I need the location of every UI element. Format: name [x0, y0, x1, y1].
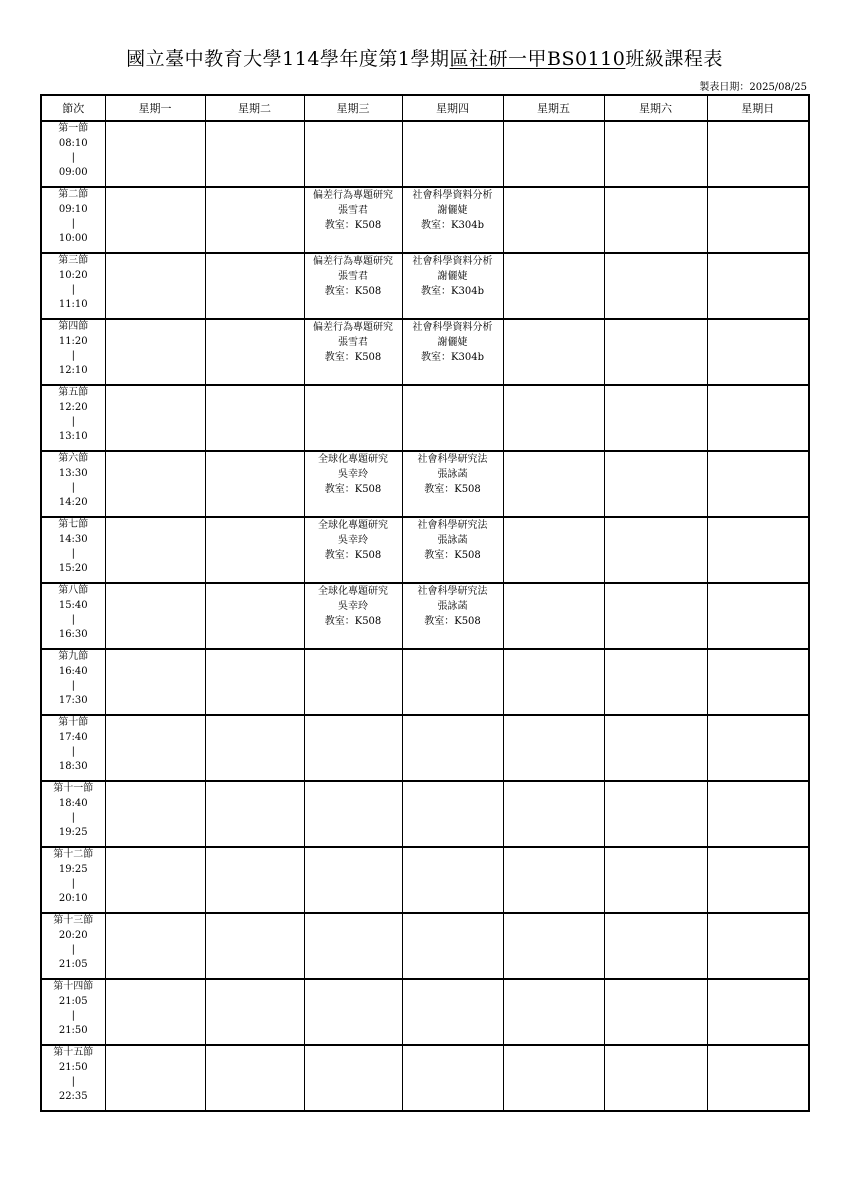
period-row — [41, 979, 809, 1045]
period-cell — [41, 385, 105, 451]
schedule-cell-sun — [707, 715, 809, 781]
schedule-cell-mon — [105, 781, 205, 847]
teacher-name: 張詠菡 — [437, 601, 468, 612]
period-row — [41, 781, 809, 847]
teacher-name: 張雪君 — [338, 337, 368, 348]
schedule-cell-mon — [105, 913, 205, 979]
period-separator: | — [71, 944, 75, 955]
period-start: 19:25 — [58, 863, 88, 875]
period-separator: | — [71, 350, 75, 361]
schedule-cell-fri — [503, 715, 604, 781]
period-cell — [41, 913, 105, 979]
classroom: 教室：K508 — [324, 616, 382, 627]
period-end: 18:30 — [58, 760, 88, 772]
course-name: 全球化專題研究 — [318, 520, 388, 531]
period-separator: | — [71, 1010, 75, 1021]
teacher-name: 張雪君 — [338, 205, 368, 216]
schedule-cell-wed — [304, 847, 402, 913]
period-separator: | — [71, 218, 75, 229]
period-name: 第十五節 — [53, 1047, 94, 1058]
schedule-cell-sat — [604, 385, 707, 451]
schedule-cell-tue — [205, 121, 304, 187]
period-end: 19:25 — [58, 826, 88, 838]
schedule-cell-fri — [503, 583, 604, 649]
period-start: 11:20 — [58, 335, 88, 347]
header-monday: 星期一 — [105, 95, 205, 121]
schedule-cell-sat — [604, 1045, 707, 1111]
class-name: 區社研一甲BS0110 — [449, 48, 626, 70]
course-name: 社會科學研究法 — [417, 454, 488, 465]
schedule-cell-thu — [402, 979, 503, 1045]
course-name: 全球化專題研究 — [318, 586, 388, 597]
schedule-cell-sun — [707, 517, 809, 583]
period-start: 10:20 — [58, 269, 88, 281]
print-date: 製表日期：2025/08/25 — [699, 82, 807, 93]
teacher-name: 吳幸玲 — [338, 535, 368, 546]
schedule-cell-thu — [402, 319, 503, 385]
period-cell — [41, 1045, 105, 1111]
schedule-cell-sun — [707, 583, 809, 649]
period-end: 21:05 — [58, 958, 88, 970]
period-cell — [41, 583, 105, 649]
period-cell — [41, 187, 105, 253]
period-separator: | — [71, 812, 75, 823]
course-name: 偏差行為專題研究 — [313, 256, 393, 267]
period-start: 13:30 — [58, 467, 88, 479]
schedule-cell-thu — [402, 583, 503, 649]
schedule-cell-fri — [503, 781, 604, 847]
schedule-cell-thu — [402, 649, 503, 715]
schedule-cell-thu — [402, 517, 503, 583]
schedule-cell-thu — [402, 385, 503, 451]
schedule-cell-fri — [503, 319, 604, 385]
period-cell — [41, 253, 105, 319]
period-cell — [41, 517, 105, 583]
period-name: 第十三節 — [53, 915, 94, 926]
period-name: 第十二節 — [53, 849, 94, 860]
classroom: 教室：K304b — [421, 220, 484, 231]
schedule-cell-thu — [402, 781, 503, 847]
period-separator: | — [71, 746, 75, 757]
period-end: 11:10 — [58, 298, 88, 310]
schedule-cell-wed — [304, 187, 402, 253]
period-end: 22:35 — [58, 1090, 88, 1102]
course-name: 全球化專題研究 — [318, 454, 388, 465]
schedule-cell-tue — [205, 451, 304, 517]
schedule-cell-wed — [304, 385, 402, 451]
schedule-cell-sat — [604, 847, 707, 913]
header-period: 節次 — [41, 95, 105, 121]
title-prefix: 國立臺中教育大學114學年度第1學期 — [126, 48, 450, 70]
course-name: 偏差行為專題研究 — [313, 322, 393, 333]
schedule-cell-mon — [105, 385, 205, 451]
course-name: 社會科學研究法 — [417, 520, 488, 531]
schedule-cell-mon — [105, 253, 205, 319]
classroom: 教室：K508 — [324, 484, 382, 495]
classroom: 教室：K508 — [424, 550, 481, 561]
period-separator: | — [71, 614, 75, 625]
period-start: 21:50 — [58, 1061, 88, 1073]
period-name: 第十節 — [58, 717, 89, 728]
period-name: 第五節 — [58, 387, 89, 398]
schedule-cell-sat — [604, 913, 707, 979]
period-name: 第一節 — [58, 123, 89, 134]
teacher-name: 張詠菡 — [437, 535, 468, 546]
period-cell — [41, 121, 105, 187]
schedule-cell-wed — [304, 979, 402, 1045]
course-name: 社會科學資料分析 — [412, 256, 493, 267]
schedule-cell-wed — [304, 121, 402, 187]
schedule-cell-sat — [604, 319, 707, 385]
period-end: 20:10 — [58, 892, 88, 904]
period-start: 08:10 — [58, 137, 88, 149]
period-end: 10:00 — [58, 232, 88, 244]
schedule-cell-sat — [604, 517, 707, 583]
schedule-cell-sat — [604, 781, 707, 847]
schedule-cell-sun — [707, 649, 809, 715]
schedule-cell-tue — [205, 715, 304, 781]
period-name: 第八節 — [58, 585, 89, 596]
schedule-cell-mon — [105, 121, 205, 187]
schedule-cell-sun — [707, 1045, 809, 1111]
schedule-cell-fri — [503, 649, 604, 715]
teacher-name: 吳幸玲 — [338, 469, 368, 480]
schedule-cell-sun — [707, 253, 809, 319]
schedule-cell-tue — [205, 649, 304, 715]
course-name: 社會科學資料分析 — [412, 322, 493, 333]
schedule-cell-wed — [304, 583, 402, 649]
title-suffix: 班級課程表 — [625, 48, 723, 70]
classroom: 教室：K508 — [424, 616, 481, 627]
schedule-cell-mon — [105, 187, 205, 253]
period-row — [41, 715, 809, 781]
period-name: 第二節 — [58, 189, 89, 200]
period-cell — [41, 847, 105, 913]
course-name: 偏差行為專題研究 — [313, 190, 393, 201]
schedule-cell-wed — [304, 649, 402, 715]
period-start: 14:30 — [58, 533, 88, 545]
period-start: 09:10 — [58, 203, 88, 215]
schedule-cell-sat — [604, 583, 707, 649]
period-end: 14:20 — [58, 496, 88, 508]
schedule-cell-wed — [304, 319, 402, 385]
schedule-cell-wed — [304, 517, 402, 583]
schedule-cell-sat — [604, 187, 707, 253]
schedule-cell-tue — [205, 319, 304, 385]
schedule-cell-sun — [707, 781, 809, 847]
schedule-cell-wed — [304, 1045, 402, 1111]
schedule-cell-thu — [402, 1045, 503, 1111]
period-row — [41, 451, 809, 517]
period-start: 17:40 — [58, 731, 88, 743]
period-row — [41, 187, 809, 253]
period-row — [41, 1045, 809, 1111]
period-cell — [41, 781, 105, 847]
period-separator: | — [71, 482, 75, 493]
schedule-cell-fri — [503, 517, 604, 583]
period-separator: | — [71, 878, 75, 889]
schedule-cell-thu — [402, 913, 503, 979]
teacher-name: 張詠菡 — [437, 469, 468, 480]
schedule-cell-fri — [503, 187, 604, 253]
schedule-table — [40, 94, 810, 1112]
teacher-name: 謝儷婕 — [437, 205, 468, 216]
schedule-cell-sun — [707, 847, 809, 913]
schedule-cell-tue — [205, 979, 304, 1045]
schedule-cell-mon — [105, 451, 205, 517]
period-row — [41, 583, 809, 649]
period-start: 15:40 — [58, 599, 88, 611]
schedule-cell-wed — [304, 913, 402, 979]
schedule-cell-tue — [205, 385, 304, 451]
period-start: 20:20 — [58, 929, 88, 941]
classroom: 教室：K508 — [324, 286, 382, 297]
schedule-cell-mon — [105, 979, 205, 1045]
schedule-cell-mon — [105, 517, 205, 583]
schedule-cell-wed — [304, 253, 402, 319]
period-name: 第六節 — [58, 453, 89, 464]
schedule-cell-mon — [105, 1045, 205, 1111]
schedule-cell-wed — [304, 451, 402, 517]
teacher-name: 吳幸玲 — [338, 601, 368, 612]
period-name: 第四節 — [58, 321, 89, 332]
schedule-cell-thu — [402, 187, 503, 253]
schedule-cell-fri — [503, 847, 604, 913]
header-sunday: 星期日 — [707, 95, 809, 121]
schedule-cell-fri — [503, 979, 604, 1045]
schedule-cell-fri — [503, 385, 604, 451]
course-name: 社會科學資料分析 — [412, 190, 493, 201]
schedule-cell-tue — [205, 187, 304, 253]
schedule-cell-thu — [402, 715, 503, 781]
classroom: 教室：K508 — [324, 220, 382, 231]
period-separator: | — [71, 416, 75, 427]
schedule-cell-sat — [604, 253, 707, 319]
header-row — [41, 95, 809, 121]
period-end: 09:00 — [58, 166, 88, 178]
schedule-cell-tue — [205, 583, 304, 649]
schedule-cell-tue — [205, 781, 304, 847]
schedule-cell-tue — [205, 847, 304, 913]
period-name: 第九節 — [58, 651, 89, 662]
period-separator: | — [71, 680, 75, 691]
period-end: 13:10 — [58, 430, 88, 442]
page-title — [0, 44, 849, 71]
period-name: 第三節 — [58, 255, 89, 266]
period-name: 第十一節 — [53, 783, 94, 794]
schedule-cell-thu — [402, 253, 503, 319]
period-end: 21:50 — [58, 1024, 88, 1036]
schedule-cell-sun — [707, 319, 809, 385]
schedule-cell-sat — [604, 715, 707, 781]
schedule-cell-mon — [105, 715, 205, 781]
period-cell — [41, 715, 105, 781]
period-cell — [41, 649, 105, 715]
period-row — [41, 649, 809, 715]
period-separator: | — [71, 1076, 75, 1087]
schedule-cell-wed — [304, 715, 402, 781]
schedule-cell-sun — [707, 913, 809, 979]
classroom: 教室：K304b — [421, 352, 484, 363]
teacher-name: 張雪君 — [338, 271, 368, 282]
period-separator: | — [71, 284, 75, 295]
schedule-cell-sat — [604, 979, 707, 1045]
schedule-cell-sun — [707, 451, 809, 517]
schedule-cell-thu — [402, 451, 503, 517]
period-cell — [41, 979, 105, 1045]
header-thursday: 星期四 — [402, 95, 503, 121]
schedule-cell-tue — [205, 1045, 304, 1111]
period-row — [41, 121, 809, 187]
schedule-cell-mon — [105, 583, 205, 649]
classroom: 教室：K508 — [324, 550, 382, 561]
course-name: 社會科學研究法 — [417, 586, 488, 597]
schedule-cell-tue — [205, 253, 304, 319]
period-start: 18:40 — [58, 797, 88, 809]
period-cell — [41, 451, 105, 517]
schedule-cell-thu — [402, 121, 503, 187]
period-row — [41, 385, 809, 451]
period-row — [41, 319, 809, 385]
schedule-cell-sun — [707, 979, 809, 1045]
schedule-cell-fri — [503, 1045, 604, 1111]
schedule-cell-mon — [105, 319, 205, 385]
schedule-cell-fri — [503, 121, 604, 187]
classroom: 教室：K304b — [421, 286, 484, 297]
schedule-cell-sun — [707, 187, 809, 253]
schedule-cell-sat — [604, 451, 707, 517]
schedule-cell-sun — [707, 121, 809, 187]
teacher-name: 謝儷婕 — [437, 271, 468, 282]
period-start: 16:40 — [58, 665, 88, 677]
schedule-cell-fri — [503, 913, 604, 979]
period-separator: | — [71, 548, 75, 559]
period-end: 17:30 — [58, 694, 88, 706]
period-separator: | — [71, 152, 75, 163]
period-end: 16:30 — [58, 628, 88, 640]
period-start: 21:05 — [58, 995, 88, 1007]
schedule-cell-thu — [402, 847, 503, 913]
period-row — [41, 517, 809, 583]
header-saturday: 星期六 — [604, 95, 707, 121]
period-end: 12:10 — [58, 364, 88, 376]
period-row — [41, 913, 809, 979]
period-start: 12:20 — [58, 401, 88, 413]
schedule-cell-sat — [604, 649, 707, 715]
teacher-name: 謝儷婕 — [437, 337, 468, 348]
period-cell — [41, 319, 105, 385]
schedule-cell-sun — [707, 385, 809, 451]
schedule-cell-tue — [205, 913, 304, 979]
period-row — [41, 847, 809, 913]
classroom: 教室：K508 — [324, 352, 382, 363]
header-wednesday: 星期三 — [304, 95, 402, 121]
schedule-cell-fri — [503, 451, 604, 517]
period-row — [41, 253, 809, 319]
classroom: 教室：K508 — [424, 484, 481, 495]
period-end: 15:20 — [58, 562, 88, 574]
schedule-cell-mon — [105, 847, 205, 913]
schedule-cell-tue — [205, 517, 304, 583]
header-tuesday: 星期二 — [205, 95, 304, 121]
schedule-cell-sat — [604, 121, 707, 187]
schedule-cell-fri — [503, 253, 604, 319]
schedule-cell-mon — [105, 649, 205, 715]
period-name: 第七節 — [58, 519, 89, 530]
period-name: 第十四節 — [53, 981, 94, 992]
header-friday: 星期五 — [503, 95, 604, 121]
schedule-cell-wed — [304, 781, 402, 847]
